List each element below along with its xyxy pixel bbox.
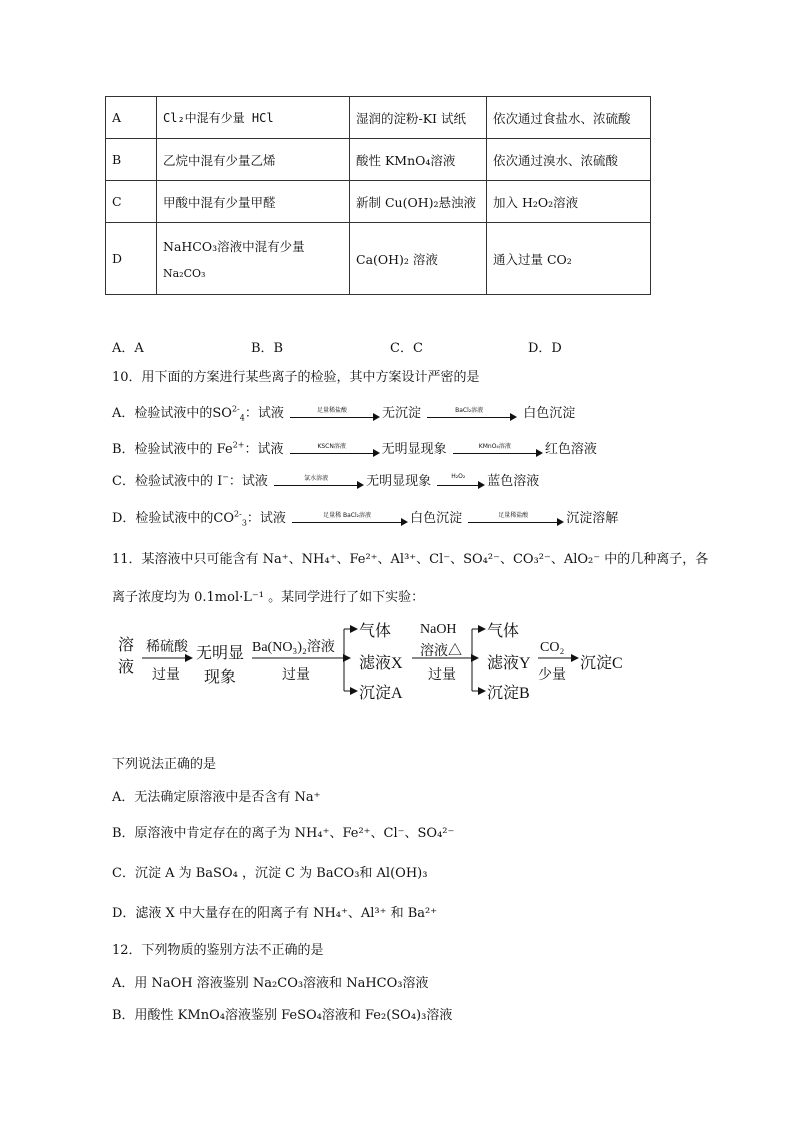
arrow-label: 足量稀盐酸 [316,406,347,414]
reagent-label: 稀硫酸 [146,640,188,655]
arrow-icon [437,472,485,489]
result: 无明显现象 [366,474,432,489]
cell-line: Na₂CO₃ [163,267,206,280]
text: ：试液 [246,511,286,526]
flow-node: 滤液X [359,655,403,672]
row-id: D [106,223,157,295]
cell: 乙烷中混有少量乙烯 [157,139,350,181]
q12-stem: 12．下列物质的鉴别方法不正确的是 [112,943,324,958]
table-row [106,181,651,223]
answer-c: C．C [390,341,423,356]
arrow-label: KSCN溶液 [317,442,346,450]
flow-node: 现象 [204,669,237,686]
q10-option-b [112,438,597,457]
arrow-label: 足量稀 BaCl₂溶液 [323,511,372,519]
superscript: 2+ [232,440,245,450]
arrow-icon [453,443,543,457]
reagent-label: 过量 [282,668,310,683]
text: D．检验试液中的CO [112,511,235,526]
arrow-label: BaCl₂溶液 [455,406,484,414]
arrow-icon [274,475,364,489]
arrow-label: KMnO₄溶液 [478,442,511,450]
flow-node: 沉淀B [487,685,530,702]
result: 白色沉淀 [523,406,576,421]
row-id: C [106,181,157,223]
result: 无明显现象 [381,442,447,457]
flow-node: 滤液Y [487,655,531,672]
flow-solution: 溶 [118,637,135,654]
text: ：试液 [228,474,268,489]
cell: 依次通过溴水、浓硫酸 [487,139,651,181]
result: 蓝色溶液 [487,474,540,489]
arrow-icon [468,512,564,526]
answer-d: D．D [528,341,562,356]
arrow-label: 氯水溶液 [304,474,329,482]
arrow-label: 足量稀盐酸 [498,511,529,519]
cell [157,223,350,295]
row-id: B [106,139,157,181]
flow-node: 沉淀A [359,685,403,702]
flow-node: 气体 [487,623,520,640]
reagent-label: 溶液△ [420,644,462,659]
reagent-label: CO₂ [540,640,565,655]
answer-b: B．B [251,341,284,356]
text: C．检验试液中的 I [112,474,223,489]
text: ：试液 [244,442,284,457]
subscript: 3 [241,518,247,528]
q11-option-a: A．无法确定原溶液中是否含有 Na⁺ [112,790,321,805]
q10-option-c [112,470,539,489]
table-row [106,223,651,295]
cell: 依次通过食盐水、浓硫酸 [487,97,651,139]
q11-stem-line1: 11．某溶液中只可能含有 Na⁺、NH₄⁺、Fe²⁺、Al³⁺、Cl⁻、SO₄²⁻、CO₃²⁻、AlO₂⁻ 中的几种离子，各 [112,552,709,567]
cell: 湿润的淀粉-KI 试纸 [350,97,487,139]
options-table [105,96,651,295]
q10-option-a [112,402,575,421]
reagent-label: 少量 [538,668,566,683]
result: 白色沉淀 [410,511,463,526]
arrow-icon [290,443,380,457]
text: A．检验试液中的SO [112,406,232,421]
flow-node: 无明显 [196,645,245,662]
cell: 酸性 KMnO₄溶液 [350,139,487,181]
arrow-icon [292,512,408,526]
q11-option-d: D．滤液 X 中大量存在的阳离子有 NH₄⁺、Al³⁺ 和 Ba²⁺ [112,906,438,921]
flow-solution: 液 [118,659,135,676]
q10-option-d [112,507,618,526]
flow-node: 沉淀C [580,655,623,672]
reagent-label: 过量 [152,668,180,683]
cell: 加入 H₂O₂溶液 [487,181,651,223]
q11-stem-line2: 离子浓度均为 0.1mol·L⁻¹ 。某同学进行了如下实验： [112,590,425,605]
arrow-icon [290,407,380,421]
subscript: 4 [239,413,245,423]
cell: 新制 Cu(OH)₂悬浊液 [350,181,487,223]
q10-stem: 10．用下面的方案进行某些离子的检验，其中方案设计严密的是 [112,370,480,385]
table-row [106,139,651,181]
q11-ask: 下列说法正确的是 [112,757,217,772]
superscript: − [222,472,229,482]
arrow-label: H₂O₂ [451,472,466,480]
result: 红色溶液 [544,442,597,457]
cell: Ca(OH)₂ 溶液 [350,223,487,295]
text: ：试液 [244,406,284,421]
row-id: A [106,97,157,139]
cell: Cl₂中混有少量 HCl [157,97,350,139]
q11-option-c: C．沉淀 A 为 BaSO₄ ，沉淀 C 为 BaCO₃和 Al(OH)₃ [112,866,428,881]
cell: 通入过量 CO₂ [487,223,651,295]
result: 无沉淀 [382,406,422,421]
text: B．检验试液中的 Fe [112,442,233,457]
superscript: 2- [231,404,240,414]
flow-node: 气体 [359,623,392,640]
q12-option-a: A．用 NaOH 溶液鉴别 Na₂CO₃溶液和 NaHCO₃溶液 [112,976,429,991]
reagent-label: Ba(NO₃)₂溶液 [252,640,335,655]
reagent-label: 过量 [428,668,456,683]
q11-option-b: B．原溶液中肯定存在的离子为 NH₄⁺、Fe²⁺、Cl⁻、SO₄²⁻ [112,826,455,841]
answer-a: A．A [112,341,144,356]
q12-option-b: B．用酸性 KMnO₄溶液鉴别 FeSO₄溶液和 Fe₂(SO₄)₃溶液 [112,1008,453,1023]
cell-line: NaHCO₃溶液中混有少量 [163,239,305,254]
arrow-icon [427,407,517,421]
result: 沉淀溶解 [566,511,619,526]
cell: 甲酸中混有少量甲醛 [157,181,350,223]
table-row [106,97,651,139]
reagent-label: NaOH [420,622,457,637]
superscript: 2- [234,509,242,519]
flow-diagram [112,612,672,712]
